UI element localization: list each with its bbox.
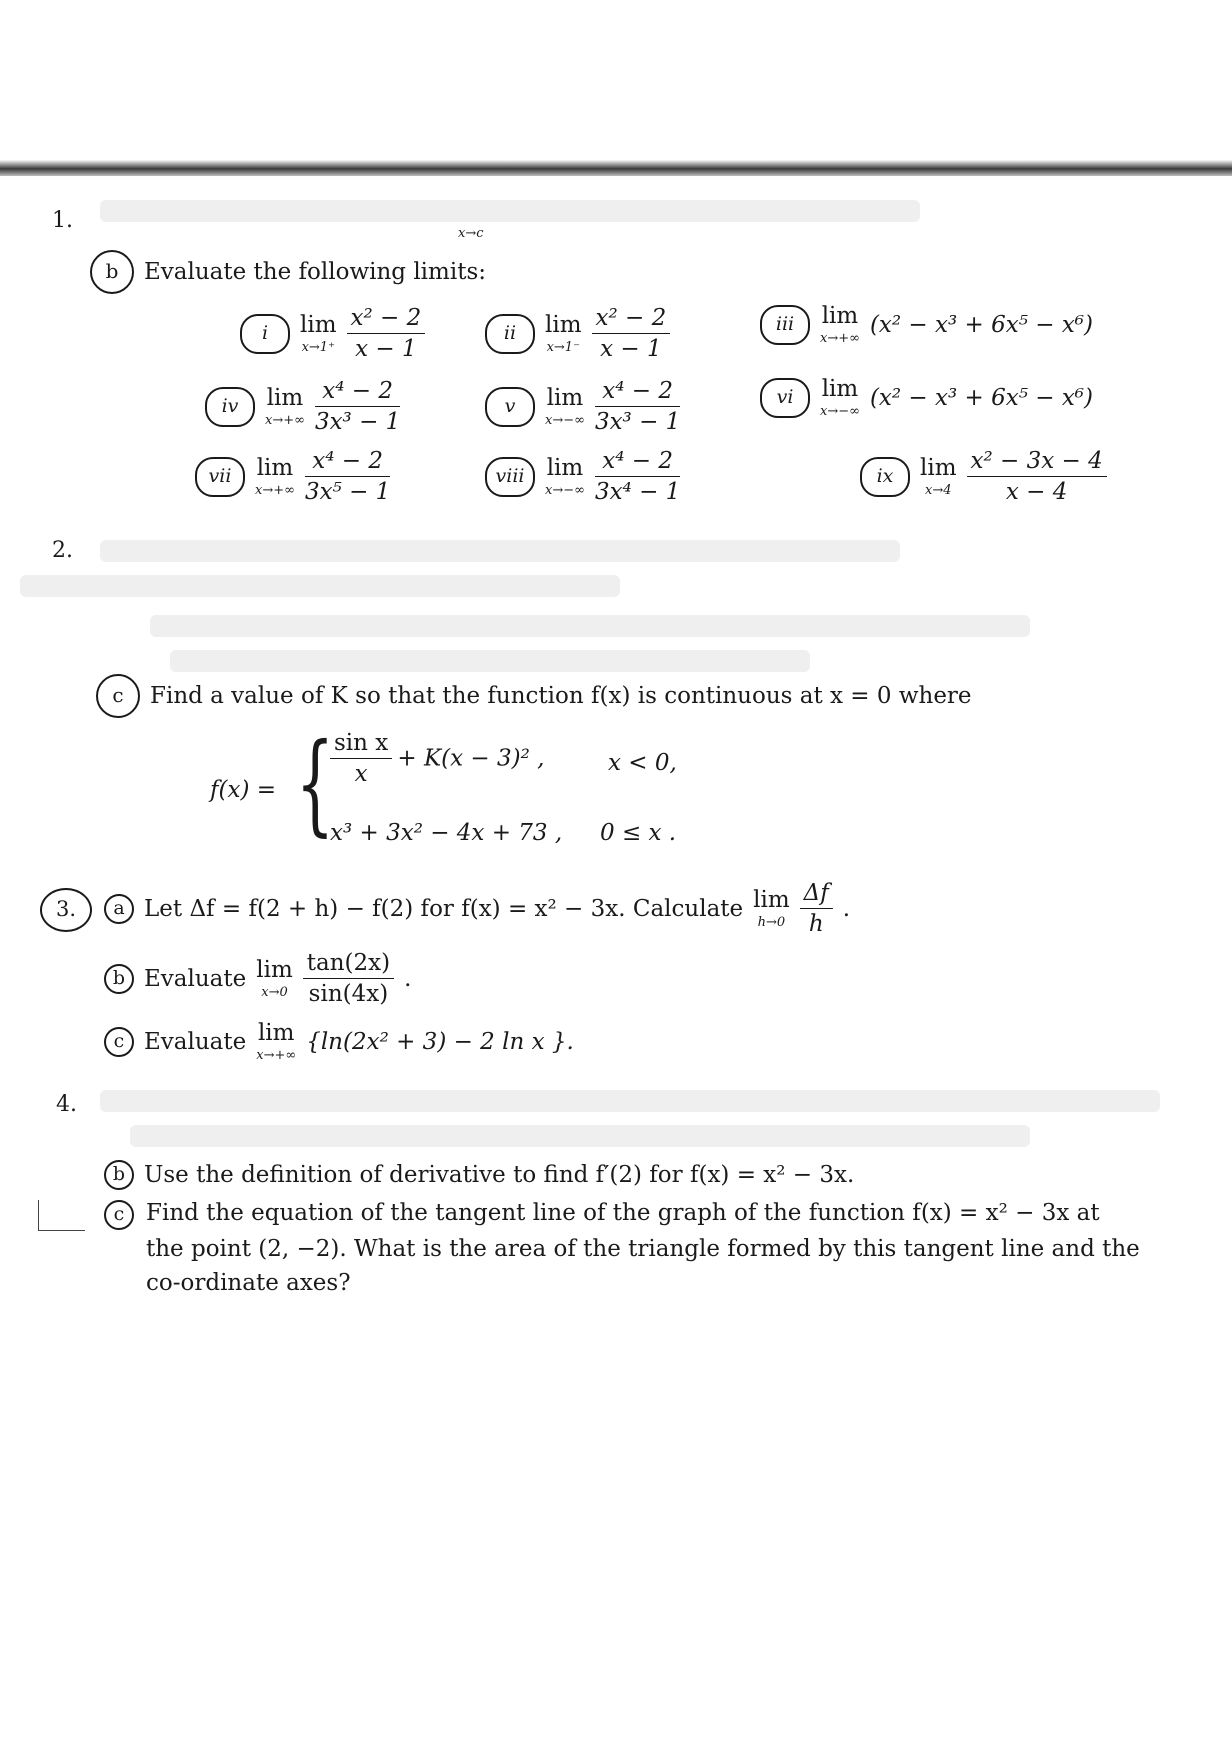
expression: {ln(2x² + 3) − 2 ln x }. xyxy=(306,1029,574,1055)
limit-item xyxy=(240,305,425,362)
item-label: vii xyxy=(195,457,245,497)
question-3-number: 3. xyxy=(40,888,92,932)
piecewise-brace: { xyxy=(295,719,335,847)
case-2-condition: 0 ≤ x . xyxy=(600,820,677,846)
question-1-number: 1. xyxy=(52,208,73,233)
limit-item xyxy=(485,378,680,435)
question-2-number: 2. xyxy=(52,538,73,563)
limit-item xyxy=(485,305,670,362)
part-marker: b xyxy=(104,964,134,994)
faded-text xyxy=(130,1125,1030,1147)
limit-operator: lim x→+∞ xyxy=(255,454,295,498)
faded-text xyxy=(170,650,810,672)
item-label: vi xyxy=(760,378,810,418)
part-text: Find a value of K so that the function f(x) is continuous at x = 0 where xyxy=(150,683,972,709)
limit-item xyxy=(205,378,400,435)
case-1-fraction: $\frac{\text{sin x}}{x}$ xyxy=(330,730,392,787)
limit: lim x→0 xyxy=(256,956,293,1000)
faded-text xyxy=(100,540,900,562)
limit-fraction: $\frac{\text{x⁴ − 2}}{\text{3x³ − 1}}$ xyxy=(314,378,401,435)
item-label: ii xyxy=(485,314,535,354)
part-heading: Evaluate the following limits: xyxy=(144,259,487,285)
item-label: ix xyxy=(860,457,910,497)
stray-subscript: x→c xyxy=(458,226,484,241)
fraction: $\frac{\Delta f}{h}$ xyxy=(800,880,833,937)
limit-operator: lim x→1⁻ xyxy=(545,311,582,355)
question-3-marker xyxy=(40,888,92,932)
page-top-band xyxy=(0,160,1232,176)
item-label: iv xyxy=(205,387,255,427)
limit-fraction: $\frac{\text{x⁴ − 2}}{\text{3x⁵ − 1}}$ xyxy=(304,448,391,505)
limit: lim x→+∞ xyxy=(256,1020,297,1063)
part-text: Use the definition of derivative to find f′(2) for f(x) = x² − 3x. xyxy=(144,1162,855,1188)
faded-text xyxy=(100,1090,1160,1112)
case-2-expression: x³ + 3x² − 4x + 73 , xyxy=(330,820,563,846)
piecewise-fx: f(x) = xyxy=(210,777,277,803)
limit-item xyxy=(195,448,390,505)
q4-part-c xyxy=(104,1200,134,1230)
part-marker: c xyxy=(96,674,140,718)
limit-fraction: $\frac{\text{x² − 3x − 4}}{x - 4}$ xyxy=(967,448,1107,505)
limit-item xyxy=(860,448,1107,505)
part-marker: b xyxy=(104,1160,134,1190)
part-text: Evaluate xyxy=(144,965,247,992)
item-label: iii xyxy=(760,305,810,345)
limit-fraction: $\frac{\text{x² − 2}}{x - 1}$ xyxy=(592,305,671,362)
q2-part-c xyxy=(96,674,972,718)
limit-operator: lim x→−∞ xyxy=(545,454,585,498)
part-marker: b xyxy=(90,250,134,294)
limit-operator: lim x→1⁺ xyxy=(300,311,337,355)
q4-part-c-line-2: the point (2, −2). What is the area of the triangle formed by this tangent line and the xyxy=(146,1236,1140,1262)
part-text: Let Δf = f(2 + h) − f(2) for f(x) = x² − 3x. Calculate xyxy=(144,895,744,922)
limit-fraction: $\frac{\text{x² − 2}}{x - 1}$ xyxy=(347,305,426,362)
item-label: i xyxy=(240,314,290,354)
margin-bracket xyxy=(38,1200,85,1231)
q3-part-b xyxy=(104,950,411,1007)
limit-fraction: $\frac{\text{x⁴ − 2}}{\text{3x³ − 1}}$ xyxy=(594,378,681,435)
limit-operator: lim x→+∞ xyxy=(820,303,860,346)
case-1-condition: x < 0, xyxy=(608,750,677,776)
limit-operator: lim x→−∞ xyxy=(545,384,585,428)
q4-part-c-line-1: Find the equation of the tangent line of the graph of the function f(x) = x² − 3x at xyxy=(146,1200,1100,1226)
fraction: $\frac{\tan(2x)}{\sin(4x)}$ xyxy=(303,950,394,1007)
q1-part-b-heading xyxy=(90,250,486,294)
part-marker: c xyxy=(104,1200,134,1230)
end: . xyxy=(842,895,851,922)
limit-expression: (x² − x³ + 6x⁵ − x⁶) xyxy=(869,312,1093,338)
limit-item xyxy=(760,378,1093,418)
limit-operator: lim x→4 xyxy=(920,454,957,498)
question-4-number: 4. xyxy=(56,1092,77,1117)
part-marker: c xyxy=(104,1027,134,1057)
item-label: v xyxy=(485,387,535,427)
limit-item xyxy=(760,305,1093,345)
case-1-rest: + K(x − 3)² , xyxy=(397,745,545,772)
item-label: viii xyxy=(485,457,535,497)
limit: lim h→0 xyxy=(753,886,790,930)
part-text: Evaluate xyxy=(144,1029,247,1055)
limit-expression: (x² − x³ + 6x⁵ − x⁶) xyxy=(869,385,1093,411)
part-marker: a xyxy=(104,894,134,924)
q3-part-c xyxy=(104,1022,574,1062)
q4-part-c-line-3: co-ordinate axes? xyxy=(146,1270,351,1296)
faded-text xyxy=(150,615,1030,637)
case-1 xyxy=(330,730,544,787)
limit-operator: lim x→−∞ xyxy=(820,376,860,419)
limit-item xyxy=(485,448,680,505)
q4-part-b xyxy=(104,1160,854,1190)
faded-text xyxy=(20,575,620,597)
end: . xyxy=(404,965,412,992)
limit-fraction: $\frac{\text{x⁴ − 2}}{\text{3x⁴ − 1}}$ xyxy=(594,448,681,505)
faded-text xyxy=(100,200,920,222)
limit-operator: lim x→+∞ xyxy=(265,384,305,428)
q3-part-a xyxy=(104,880,850,937)
